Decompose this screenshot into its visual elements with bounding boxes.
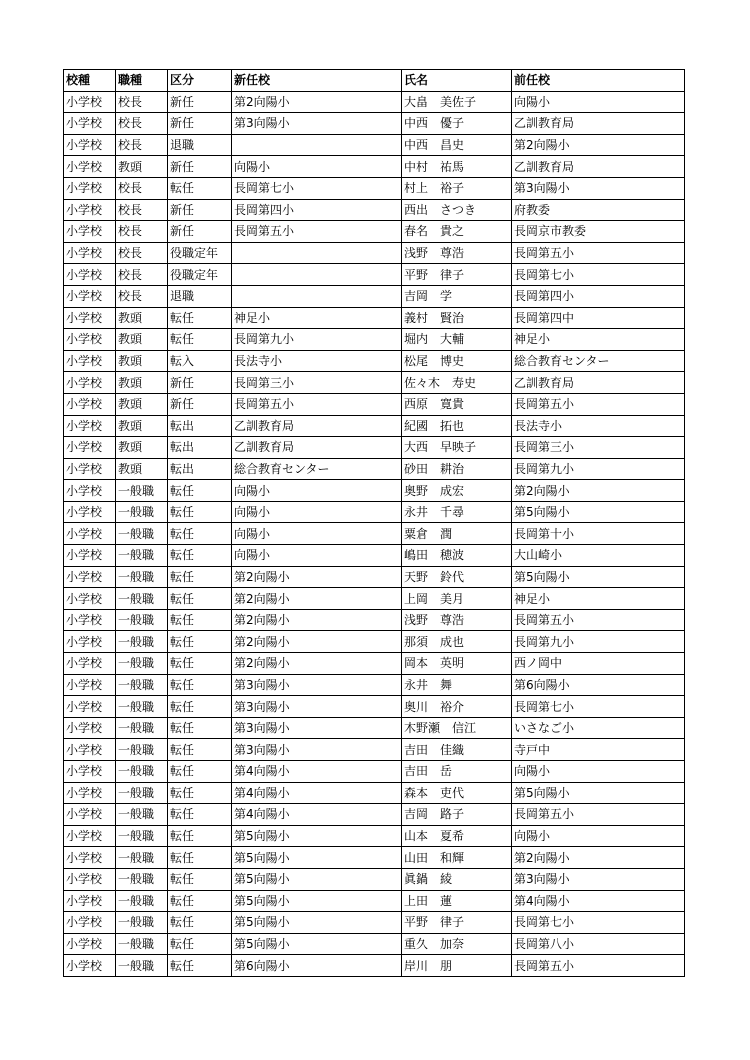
table-row xyxy=(64,264,685,286)
cell-job-type: 校長 xyxy=(116,91,168,113)
cell-category: 転任 xyxy=(168,739,232,761)
table-row xyxy=(64,156,685,178)
cell-new-school: 総合教育センター xyxy=(232,458,402,480)
cell-job-type: 教頭 xyxy=(116,393,168,415)
cell-new-school: 第5向陽小 xyxy=(232,933,402,955)
cell-name: 山本 夏希 xyxy=(402,825,512,847)
table-row xyxy=(64,91,685,113)
cell-name: 奥野 成宏 xyxy=(402,480,512,502)
cell-school-type: 小学校 xyxy=(64,955,116,977)
cell-job-type: 校長 xyxy=(116,177,168,199)
table-row xyxy=(64,890,685,912)
cell-name: 森本 吏代 xyxy=(402,782,512,804)
table-row xyxy=(64,415,685,437)
cell-name: 眞鍋 綾 xyxy=(402,868,512,890)
table-row xyxy=(64,631,685,653)
cell-school-type: 小学校 xyxy=(64,242,116,264)
cell-category: 新任 xyxy=(168,372,232,394)
cell-new-school: 第5向陽小 xyxy=(232,868,402,890)
cell-name: 那須 成也 xyxy=(402,631,512,653)
cell-name: 粟倉 潤 xyxy=(402,523,512,545)
cell-new-school: 向陽小 xyxy=(232,545,402,567)
cell-name: 松尾 博史 xyxy=(402,350,512,372)
cell-new-school: 第6向陽小 xyxy=(232,955,402,977)
cell-previous-school: 長岡京市教委 xyxy=(512,221,685,243)
cell-new-school: 長岡第三小 xyxy=(232,372,402,394)
cell-previous-school: 大山崎小 xyxy=(512,545,685,567)
table-row xyxy=(64,696,685,718)
cell-job-type: 一般職 xyxy=(116,868,168,890)
table-row xyxy=(64,372,685,394)
cell-category: 転任 xyxy=(168,674,232,696)
cell-category: 役職定年 xyxy=(168,242,232,264)
cell-category: 転出 xyxy=(168,415,232,437)
cell-new-school: 第5向陽小 xyxy=(232,912,402,934)
cell-new-school: 長岡第五小 xyxy=(232,221,402,243)
cell-new-school: 第3向陽小 xyxy=(232,717,402,739)
cell-category: 転任 xyxy=(168,782,232,804)
cell-previous-school: 長岡第七小 xyxy=(512,912,685,934)
cell-previous-school: 長岡第五小 xyxy=(512,609,685,631)
cell-category: 転任 xyxy=(168,847,232,869)
cell-school-type: 小学校 xyxy=(64,631,116,653)
cell-name: 平野 律子 xyxy=(402,264,512,286)
cell-school-type: 小学校 xyxy=(64,717,116,739)
cell-name: 岡本 英明 xyxy=(402,653,512,675)
cell-job-type: 教頭 xyxy=(116,437,168,459)
cell-category: 転任 xyxy=(168,804,232,826)
cell-job-type: 一般職 xyxy=(116,609,168,631)
cell-name: 浅野 尊浩 xyxy=(402,242,512,264)
cell-new-school: 第5向陽小 xyxy=(232,825,402,847)
cell-previous-school: 第5向陽小 xyxy=(512,782,685,804)
cell-category: 新任 xyxy=(168,113,232,135)
cell-previous-school: 第2向陽小 xyxy=(512,134,685,156)
cell-name: 嶋田 穂波 xyxy=(402,545,512,567)
cell-name: 村上 裕子 xyxy=(402,177,512,199)
cell-school-type: 小学校 xyxy=(64,804,116,826)
cell-new-school: 第3向陽小 xyxy=(232,674,402,696)
table-row xyxy=(64,350,685,372)
cell-name: 岸川 朋 xyxy=(402,955,512,977)
cell-name: 木野瀬 信江 xyxy=(402,717,512,739)
cell-new-school: 向陽小 xyxy=(232,156,402,178)
cell-job-type: 一般職 xyxy=(116,717,168,739)
cell-category: 転任 xyxy=(168,307,232,329)
cell-name: 浅野 尊浩 xyxy=(402,609,512,631)
cell-job-type: 一般職 xyxy=(116,480,168,502)
cell-new-school: 第2向陽小 xyxy=(232,631,402,653)
cell-school-type: 小学校 xyxy=(64,890,116,912)
cell-school-type: 小学校 xyxy=(64,782,116,804)
cell-job-type: 校長 xyxy=(116,285,168,307)
cell-new-school: 第3向陽小 xyxy=(232,739,402,761)
table-row xyxy=(64,285,685,307)
header-job-type: 職種 xyxy=(116,70,168,92)
cell-name: 砂田 耕治 xyxy=(402,458,512,480)
cell-school-type: 小学校 xyxy=(64,674,116,696)
cell-previous-school: 第3向陽小 xyxy=(512,868,685,890)
cell-previous-school: 長岡第五小 xyxy=(512,955,685,977)
cell-school-type: 小学校 xyxy=(64,588,116,610)
cell-school-type: 小学校 xyxy=(64,156,116,178)
cell-previous-school: 長岡第三小 xyxy=(512,437,685,459)
cell-school-type: 小学校 xyxy=(64,415,116,437)
table-row xyxy=(64,912,685,934)
cell-job-type: 一般職 xyxy=(116,653,168,675)
cell-name: 堀内 大輔 xyxy=(402,329,512,351)
cell-school-type: 小学校 xyxy=(64,113,116,135)
cell-school-type: 小学校 xyxy=(64,868,116,890)
table-row xyxy=(64,804,685,826)
cell-name: 平野 律子 xyxy=(402,912,512,934)
cell-category: 転任 xyxy=(168,177,232,199)
cell-school-type: 小学校 xyxy=(64,264,116,286)
cell-category: 新任 xyxy=(168,156,232,178)
cell-name: 春名 貴之 xyxy=(402,221,512,243)
cell-category: 転任 xyxy=(168,717,232,739)
cell-job-type: 教頭 xyxy=(116,307,168,329)
cell-category: 転任 xyxy=(168,329,232,351)
cell-previous-school: 長岡第七小 xyxy=(512,264,685,286)
cell-category: 新任 xyxy=(168,199,232,221)
cell-school-type: 小学校 xyxy=(64,437,116,459)
cell-school-type: 小学校 xyxy=(64,177,116,199)
cell-previous-school: 長岡第八小 xyxy=(512,933,685,955)
cell-previous-school: 寺戸中 xyxy=(512,739,685,761)
cell-school-type: 小学校 xyxy=(64,739,116,761)
header-school-type: 校種 xyxy=(64,70,116,92)
table-row xyxy=(64,437,685,459)
cell-name: 吉田 岳 xyxy=(402,761,512,783)
cell-previous-school: 長岡第四小 xyxy=(512,285,685,307)
cell-new-school xyxy=(232,285,402,307)
cell-previous-school: 乙訓教育局 xyxy=(512,113,685,135)
cell-job-type: 一般職 xyxy=(116,825,168,847)
cell-category: 転任 xyxy=(168,566,232,588)
header-name: 氏名 xyxy=(402,70,512,92)
table-row xyxy=(64,501,685,523)
cell-previous-school: 長岡第五小 xyxy=(512,242,685,264)
cell-category: 転入 xyxy=(168,350,232,372)
cell-name: 重久 加奈 xyxy=(402,933,512,955)
table-row xyxy=(64,545,685,567)
cell-name: 吉岡 学 xyxy=(402,285,512,307)
cell-category: 役職定年 xyxy=(168,264,232,286)
cell-new-school xyxy=(232,264,402,286)
cell-previous-school: いさなご小 xyxy=(512,717,685,739)
table-row xyxy=(64,221,685,243)
cell-school-type: 小学校 xyxy=(64,285,116,307)
cell-name: 上岡 美月 xyxy=(402,588,512,610)
cell-job-type: 教頭 xyxy=(116,372,168,394)
cell-new-school: 第2向陽小 xyxy=(232,609,402,631)
cell-category: 新任 xyxy=(168,393,232,415)
cell-name: 中西 優子 xyxy=(402,113,512,135)
cell-name: 永井 千尋 xyxy=(402,501,512,523)
cell-school-type: 小学校 xyxy=(64,458,116,480)
cell-school-type: 小学校 xyxy=(64,350,116,372)
cell-job-type: 一般職 xyxy=(116,501,168,523)
cell-job-type: 一般職 xyxy=(116,804,168,826)
cell-category: 新任 xyxy=(168,221,232,243)
table-row xyxy=(64,782,685,804)
header-new-school: 新任校 xyxy=(232,70,402,92)
cell-previous-school: 長法寺小 xyxy=(512,415,685,437)
table-header xyxy=(64,70,685,92)
cell-school-type: 小学校 xyxy=(64,933,116,955)
cell-new-school: 第5向陽小 xyxy=(232,890,402,912)
cell-name: 義村 賢治 xyxy=(402,307,512,329)
cell-new-school: 第2向陽小 xyxy=(232,653,402,675)
table-row xyxy=(64,113,685,135)
personnel-transfer-table xyxy=(63,69,685,977)
cell-new-school: 第2向陽小 xyxy=(232,588,402,610)
table-row xyxy=(64,480,685,502)
cell-job-type: 一般職 xyxy=(116,955,168,977)
header-row xyxy=(64,70,685,92)
cell-job-type: 一般職 xyxy=(116,566,168,588)
cell-new-school: 長法寺小 xyxy=(232,350,402,372)
cell-previous-school: 乙訓教育局 xyxy=(512,156,685,178)
cell-school-type: 小学校 xyxy=(64,134,116,156)
table-row xyxy=(64,933,685,955)
table-row xyxy=(64,329,685,351)
table-row xyxy=(64,868,685,890)
cell-name: 中村 祐馬 xyxy=(402,156,512,178)
cell-school-type: 小学校 xyxy=(64,523,116,545)
cell-school-type: 小学校 xyxy=(64,91,116,113)
cell-job-type: 一般職 xyxy=(116,631,168,653)
cell-job-type: 一般職 xyxy=(116,782,168,804)
cell-school-type: 小学校 xyxy=(64,912,116,934)
cell-job-type: 校長 xyxy=(116,242,168,264)
cell-previous-school: 第4向陽小 xyxy=(512,890,685,912)
cell-school-type: 小学校 xyxy=(64,825,116,847)
cell-job-type: 教頭 xyxy=(116,350,168,372)
cell-new-school: 第5向陽小 xyxy=(232,847,402,869)
cell-name: 天野 鈴代 xyxy=(402,566,512,588)
cell-school-type: 小学校 xyxy=(64,199,116,221)
cell-name: 上田 蓮 xyxy=(402,890,512,912)
cell-job-type: 校長 xyxy=(116,199,168,221)
cell-new-school: 長岡第七小 xyxy=(232,177,402,199)
cell-new-school xyxy=(232,242,402,264)
cell-new-school: 向陽小 xyxy=(232,480,402,502)
cell-previous-school: 向陽小 xyxy=(512,825,685,847)
table-row xyxy=(64,199,685,221)
cell-previous-school: 乙訓教育局 xyxy=(512,372,685,394)
cell-name: 西出 さつき xyxy=(402,199,512,221)
cell-job-type: 一般職 xyxy=(116,912,168,934)
cell-new-school: 長岡第四小 xyxy=(232,199,402,221)
cell-category: 転任 xyxy=(168,480,232,502)
cell-new-school: 第2向陽小 xyxy=(232,566,402,588)
cell-name: 西原 寛貴 xyxy=(402,393,512,415)
cell-school-type: 小学校 xyxy=(64,847,116,869)
cell-job-type: 一般職 xyxy=(116,674,168,696)
cell-previous-school: 長岡第九小 xyxy=(512,631,685,653)
cell-school-type: 小学校 xyxy=(64,545,116,567)
cell-previous-school: 神足小 xyxy=(512,588,685,610)
cell-school-type: 小学校 xyxy=(64,653,116,675)
table-body xyxy=(64,91,685,976)
cell-job-type: 一般職 xyxy=(116,739,168,761)
cell-category: 転任 xyxy=(168,761,232,783)
cell-job-type: 教頭 xyxy=(116,156,168,178)
cell-school-type: 小学校 xyxy=(64,372,116,394)
cell-previous-school: 第2向陽小 xyxy=(512,847,685,869)
cell-category: 転任 xyxy=(168,912,232,934)
cell-job-type: 教頭 xyxy=(116,415,168,437)
cell-previous-school: 長岡第十小 xyxy=(512,523,685,545)
cell-job-type: 校長 xyxy=(116,264,168,286)
cell-job-type: 一般職 xyxy=(116,933,168,955)
cell-job-type: 校長 xyxy=(116,134,168,156)
cell-school-type: 小学校 xyxy=(64,761,116,783)
cell-job-type: 校長 xyxy=(116,221,168,243)
cell-school-type: 小学校 xyxy=(64,501,116,523)
cell-previous-school: 西ノ岡中 xyxy=(512,653,685,675)
cell-new-school: 長岡第五小 xyxy=(232,393,402,415)
cell-school-type: 小学校 xyxy=(64,696,116,718)
cell-category: 転任 xyxy=(168,501,232,523)
table-row xyxy=(64,523,685,545)
cell-previous-school: 長岡第九小 xyxy=(512,458,685,480)
cell-name: 紀國 拓也 xyxy=(402,415,512,437)
table-row xyxy=(64,825,685,847)
table-row xyxy=(64,717,685,739)
cell-new-school: 向陽小 xyxy=(232,523,402,545)
cell-previous-school: 長岡第五小 xyxy=(512,393,685,415)
cell-name: 中西 昌史 xyxy=(402,134,512,156)
table-row xyxy=(64,177,685,199)
cell-new-school: 第3向陽小 xyxy=(232,113,402,135)
table-row xyxy=(64,566,685,588)
cell-name: 山田 和輝 xyxy=(402,847,512,869)
cell-previous-school: 総合教育センター xyxy=(512,350,685,372)
cell-category: 新任 xyxy=(168,91,232,113)
cell-category: 転任 xyxy=(168,523,232,545)
cell-new-school: 第2向陽小 xyxy=(232,91,402,113)
table-row xyxy=(64,955,685,977)
cell-category: 転任 xyxy=(168,545,232,567)
cell-school-type: 小学校 xyxy=(64,566,116,588)
cell-category: 転任 xyxy=(168,696,232,718)
cell-job-type: 一般職 xyxy=(116,761,168,783)
cell-new-school: 神足小 xyxy=(232,307,402,329)
table-row xyxy=(64,847,685,869)
table-row xyxy=(64,739,685,761)
cell-category: 転任 xyxy=(168,955,232,977)
cell-school-type: 小学校 xyxy=(64,393,116,415)
cell-previous-school: 府教委 xyxy=(512,199,685,221)
cell-new-school: 第3向陽小 xyxy=(232,696,402,718)
cell-category: 転任 xyxy=(168,653,232,675)
table-row xyxy=(64,761,685,783)
cell-job-type: 一般職 xyxy=(116,523,168,545)
table-row xyxy=(64,134,685,156)
cell-previous-school: 向陽小 xyxy=(512,91,685,113)
cell-previous-school: 長岡第四中 xyxy=(512,307,685,329)
cell-school-type: 小学校 xyxy=(64,480,116,502)
cell-job-type: 校長 xyxy=(116,113,168,135)
cell-new-school: 第4向陽小 xyxy=(232,804,402,826)
cell-name: 奥川 裕介 xyxy=(402,696,512,718)
cell-category: 転任 xyxy=(168,890,232,912)
cell-job-type: 一般職 xyxy=(116,890,168,912)
table-row xyxy=(64,588,685,610)
cell-previous-school: 第2向陽小 xyxy=(512,480,685,502)
cell-previous-school: 第3向陽小 xyxy=(512,177,685,199)
cell-name: 吉田 佳織 xyxy=(402,739,512,761)
cell-job-type: 一般職 xyxy=(116,545,168,567)
cell-new-school: 乙訓教育局 xyxy=(232,415,402,437)
cell-school-type: 小学校 xyxy=(64,307,116,329)
cell-category: 転任 xyxy=(168,588,232,610)
header-previous-school: 前任校 xyxy=(512,70,685,92)
cell-category: 転任 xyxy=(168,825,232,847)
table-row xyxy=(64,674,685,696)
cell-category: 転出 xyxy=(168,458,232,480)
cell-previous-school: 神足小 xyxy=(512,329,685,351)
cell-category: 退職 xyxy=(168,285,232,307)
cell-job-type: 教頭 xyxy=(116,329,168,351)
cell-new-school xyxy=(232,134,402,156)
cell-category: 転任 xyxy=(168,933,232,955)
table-row xyxy=(64,393,685,415)
cell-name: 佐々木 寿史 xyxy=(402,372,512,394)
cell-name: 永井 舞 xyxy=(402,674,512,696)
table-row xyxy=(64,653,685,675)
header-category: 区分 xyxy=(168,70,232,92)
cell-new-school: 乙訓教育局 xyxy=(232,437,402,459)
table-row xyxy=(64,609,685,631)
cell-new-school: 第4向陽小 xyxy=(232,782,402,804)
cell-previous-school: 第5向陽小 xyxy=(512,501,685,523)
cell-school-type: 小学校 xyxy=(64,221,116,243)
cell-job-type: 一般職 xyxy=(116,847,168,869)
cell-category: 退職 xyxy=(168,134,232,156)
cell-previous-school: 長岡第七小 xyxy=(512,696,685,718)
cell-previous-school: 第6向陽小 xyxy=(512,674,685,696)
cell-job-type: 一般職 xyxy=(116,696,168,718)
cell-name: 大西 早映子 xyxy=(402,437,512,459)
cell-job-type: 教頭 xyxy=(116,458,168,480)
cell-new-school: 第4向陽小 xyxy=(232,761,402,783)
cell-previous-school: 向陽小 xyxy=(512,761,685,783)
cell-name: 吉岡 路子 xyxy=(402,804,512,826)
cell-school-type: 小学校 xyxy=(64,329,116,351)
table-row xyxy=(64,307,685,329)
table-row xyxy=(64,458,685,480)
cell-job-type: 一般職 xyxy=(116,588,168,610)
cell-new-school: 長岡第九小 xyxy=(232,329,402,351)
table-row xyxy=(64,242,685,264)
cell-name: 大畠 美佐子 xyxy=(402,91,512,113)
cell-category: 転任 xyxy=(168,609,232,631)
cell-previous-school: 第5向陽小 xyxy=(512,566,685,588)
cell-new-school: 向陽小 xyxy=(232,501,402,523)
cell-category: 転任 xyxy=(168,868,232,890)
cell-category: 転任 xyxy=(168,631,232,653)
cell-school-type: 小学校 xyxy=(64,609,116,631)
cell-category: 転出 xyxy=(168,437,232,459)
cell-previous-school: 長岡第五小 xyxy=(512,804,685,826)
